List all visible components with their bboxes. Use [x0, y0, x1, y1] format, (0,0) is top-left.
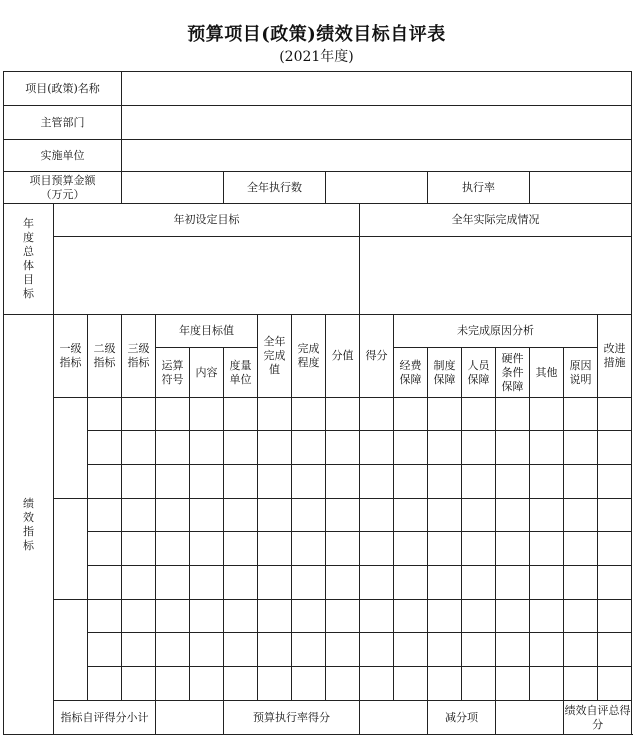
indicator-row: [4, 499, 632, 532]
score-value-header: 分值: [326, 315, 360, 398]
level1-indicator-header: 一级 指标: [54, 315, 88, 398]
page-title: 预算项目(政策)绩效目标自评表: [187, 24, 446, 45]
initial-goal-field[interactable]: [54, 237, 360, 315]
level1-cell[interactable]: [54, 398, 88, 499]
budget-amount-label: 项目预算金额 （万元）: [4, 172, 122, 204]
annual-completion-value-header: 全年 完成 值: [258, 315, 292, 398]
deduction-label: 减分项: [428, 701, 496, 735]
indicator-row: [4, 431, 632, 465]
indicator-row: [4, 532, 632, 566]
total-score-label: 绩效自评总得分: [564, 701, 632, 735]
annual-target-header: 年度目标值: [156, 315, 258, 348]
implementing-unit-field[interactable]: [122, 140, 632, 172]
indicator-row: [4, 465, 632, 499]
performance-indicators-label: 绩 效 指 标: [4, 315, 54, 735]
department-label: 主管部门: [4, 106, 122, 140]
actual-completion-label: 全年实际完成情况: [360, 204, 632, 237]
score-header: 得分: [360, 315, 394, 398]
content-header: 内容: [190, 348, 224, 398]
operator-header: 运算 符号: [156, 348, 190, 398]
deduction-field[interactable]: [496, 701, 564, 735]
self-evaluation-form: [3, 71, 632, 735]
department-field[interactable]: [122, 106, 632, 140]
annual-executed-label: 全年执行数: [224, 172, 326, 204]
level2-indicator-header: 二级 指标: [88, 315, 122, 398]
reason-explanation-header: 原因 说明: [564, 348, 598, 398]
indicator-row: [4, 566, 632, 600]
other-reason-header: 其他: [530, 348, 564, 398]
completion-degree-header: 完成 程度: [292, 315, 326, 398]
level1-cell[interactable]: [54, 499, 88, 600]
hardware-guarantee-header: 硬件 条件 保障: [496, 348, 530, 398]
actual-completion-field[interactable]: [360, 237, 632, 315]
system-guarantee-header: 制度 保障: [428, 348, 462, 398]
execution-rate-label: 执行率: [428, 172, 530, 204]
unit-header: 度量 单位: [224, 348, 258, 398]
project-name-field[interactable]: [122, 72, 632, 106]
subtotal-label: 指标自评得分小计: [54, 701, 156, 735]
budget-rate-score-field[interactable]: [360, 701, 428, 735]
execution-rate-field[interactable]: [530, 172, 632, 204]
project-name-label: 项目(政策)名称: [4, 72, 122, 106]
annual-overall-goal-label: 年 度 总 体 目 标: [4, 204, 54, 315]
budget-rate-score-label: 预算执行率得分: [224, 701, 360, 735]
indicator-row: [4, 667, 632, 701]
page-subtitle: (2021年度): [279, 49, 354, 65]
implementing-unit-label: 实施单位: [4, 140, 122, 172]
personnel-guarantee-header: 人员 保障: [462, 348, 496, 398]
budget-amount-field[interactable]: [122, 172, 224, 204]
subtotal-field[interactable]: [156, 701, 224, 735]
improvement-measures-header: 改进 措施: [598, 315, 632, 398]
funding-guarantee-header: 经费 保障: [394, 348, 428, 398]
level1-cell[interactable]: [54, 600, 88, 701]
level3-indicator-header: 三级 指标: [122, 315, 156, 398]
indicator-row: [4, 398, 632, 431]
unfinished-analysis-header: 未完成原因分析: [394, 315, 598, 348]
initial-goal-label: 年初设定目标: [54, 204, 360, 237]
indicator-row: [4, 633, 632, 667]
indicator-row: [4, 600, 632, 633]
annual-executed-field[interactable]: [326, 172, 428, 204]
